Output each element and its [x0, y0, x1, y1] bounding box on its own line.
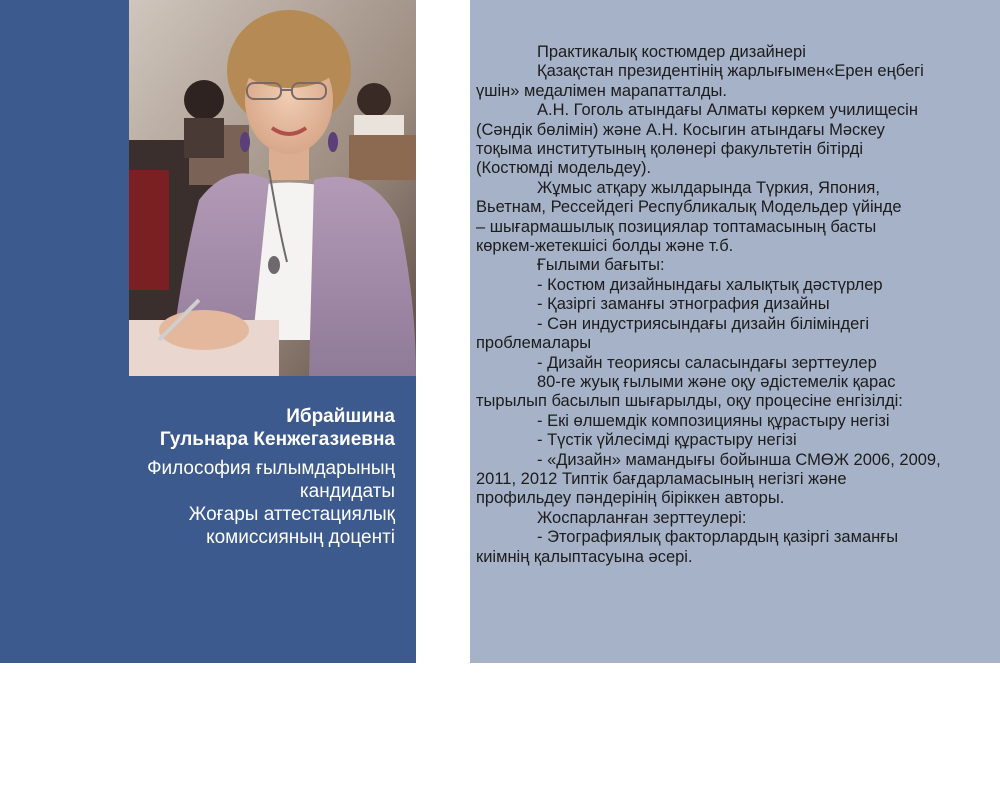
person-caption	[40, 405, 395, 549]
bio-line: Жұмыс атқару жылдарында Түркия, Япония,	[537, 178, 880, 197]
bio-line: - Сән индустриясындағы дизайн біліміндегі	[537, 314, 870, 333]
person-title-line: комиссияның доценті	[206, 527, 395, 548]
person-title-line: кандидаты	[299, 481, 395, 502]
bio-line: тоқыма институтының қолөнері факультетін бітірді	[476, 140, 864, 159]
bio-line: Ғылыми бағыты:	[537, 256, 665, 275]
portrait-photo	[129, 0, 416, 376]
bio-line: (Сәндік бөлімін) және А.Н. Косыгин атындағы Мәскеу	[476, 120, 885, 139]
person-title-line: Жоғары аттестациялық	[188, 504, 395, 525]
person-name-line: Гульнара Кенжегазиевна	[159, 429, 395, 450]
bio-line: Қазақстан президентінің жарлығымен«Ерен еңбегі	[537, 62, 924, 81]
biography-text	[476, 43, 986, 567]
bio-line: проблемалары	[476, 334, 592, 353]
bio-line: – шығармашылық позициялар топтамасының басты	[476, 217, 877, 236]
bio-line: - Қазіргі заманғы этнография дизайны	[537, 295, 830, 314]
portrait-illustration	[129, 0, 416, 376]
bio-line: - «Дизайн» мамандығы бойынша СМӨЖ 2006, 2009,	[537, 450, 941, 469]
bio-line: - Екі өлшемдік композицияны құрастыру негізі	[537, 411, 890, 430]
person-title-line: Философия ғылымдарының	[147, 458, 395, 479]
bio-line: 2011, 2012 Типтік бағдарламасының негізгі және	[476, 469, 847, 488]
bio-line: үшін» медалімен марапатталды.	[476, 81, 727, 100]
bio-line: көркем-жетекшісі болды және т.б.	[476, 237, 734, 256]
bio-line: (Костюмді модельдеу).	[476, 159, 652, 178]
bio-line: - Түстік үйлесімді құрастыру негізі	[537, 431, 797, 450]
bio-line: Практикалық костюмдер дизайнері	[537, 43, 806, 61]
person-name-line: Ибрайшина	[286, 406, 395, 427]
bio-line: А.Н. Гоголь атындағы Алматы көркем училищесін	[537, 101, 918, 120]
bio-line: тырылып басылып шығарылды, оқу процесіне енгізілді:	[476, 392, 903, 411]
bio-line: - Дизайн теориясы саласындағы зерттеулер	[537, 353, 877, 372]
bio-line: профильдеу пәндерінің біріккен авторы.	[476, 489, 785, 508]
bio-line: киімнің қалыптасуына әсері.	[476, 547, 693, 566]
bio-line: - Костюм дизайнындағы халықтық дәстүрлер	[537, 275, 883, 294]
bio-line: Вьетнам, Рессейдегі Республикалық Модельдер үйінде	[476, 198, 902, 217]
bio-line: - Этографиялық факторлардың қазіргі заманғы	[537, 528, 899, 547]
person-title	[40, 457, 395, 549]
bio-line: 80-ге жуық ғылыми және оқу әдістемелік қарас	[537, 372, 896, 391]
bio-line: Жоспарланған зерттеулері:	[537, 508, 747, 527]
